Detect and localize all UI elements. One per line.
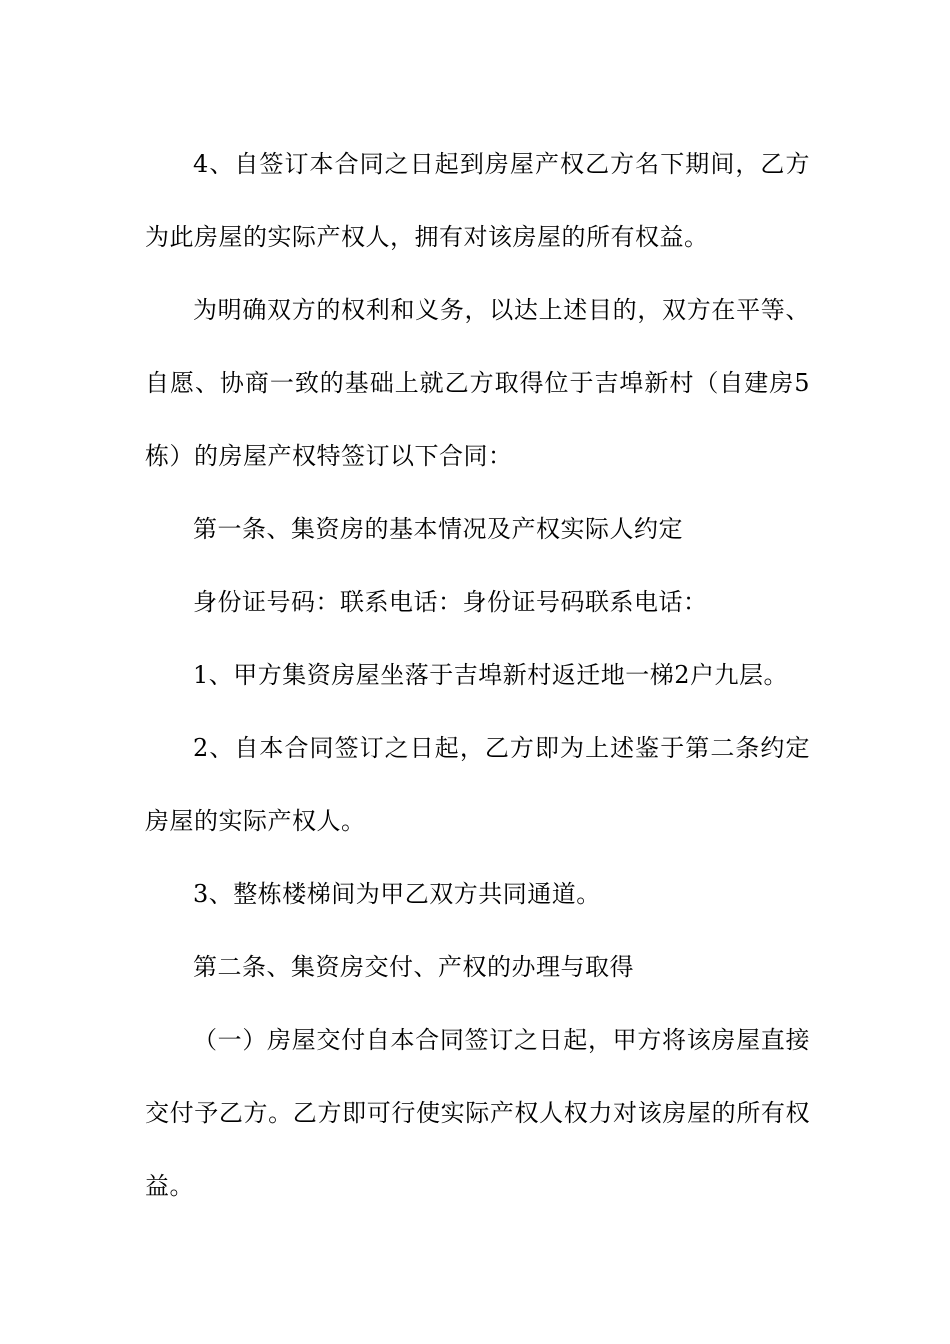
paragraph-delivery: （一）房屋交付自本合同签订之日起，甲方将该房屋直接交付予乙方。乙方即可行使实际产权人权力对该房屋的所有权益。 bbox=[145, 1026, 810, 1200]
document-body bbox=[145, 128, 810, 1223]
heading-article-1: 第一条、集资房的基本情况及产权实际人约定 bbox=[193, 515, 683, 543]
paragraph-item-2: 2、自本合同签订之日起，乙方即为上述鉴于第二条约定房屋的实际产权人。 bbox=[145, 734, 810, 835]
paragraph-clause-4: 4、自签订本合同之日起到房屋产权乙方名下期间，乙方为此房屋的实际产权人，拥有对该房屋的所有权益。 bbox=[145, 150, 810, 251]
paragraph-item-3: 3、整栋楼梯间为甲乙双方共同通道。 bbox=[193, 880, 601, 908]
paragraph-item-1: 1、甲方集资房屋坐落于吉埠新村返迁地一梯2户九层。 bbox=[193, 661, 789, 689]
paragraph-id-contact: 身份证号码：联系电话：身份证号码联系电话： bbox=[193, 588, 708, 616]
paragraph-purpose: 为明确双方的权利和义务，以达上述目的，双方在平等、自愿、协商一致的基础上就乙方取得位于吉埠新村（自建房5栋）的房屋产权特签订以下合同： bbox=[145, 296, 810, 470]
heading-article-2: 第二条、集资房交付、产权的办理与取得 bbox=[193, 953, 634, 981]
